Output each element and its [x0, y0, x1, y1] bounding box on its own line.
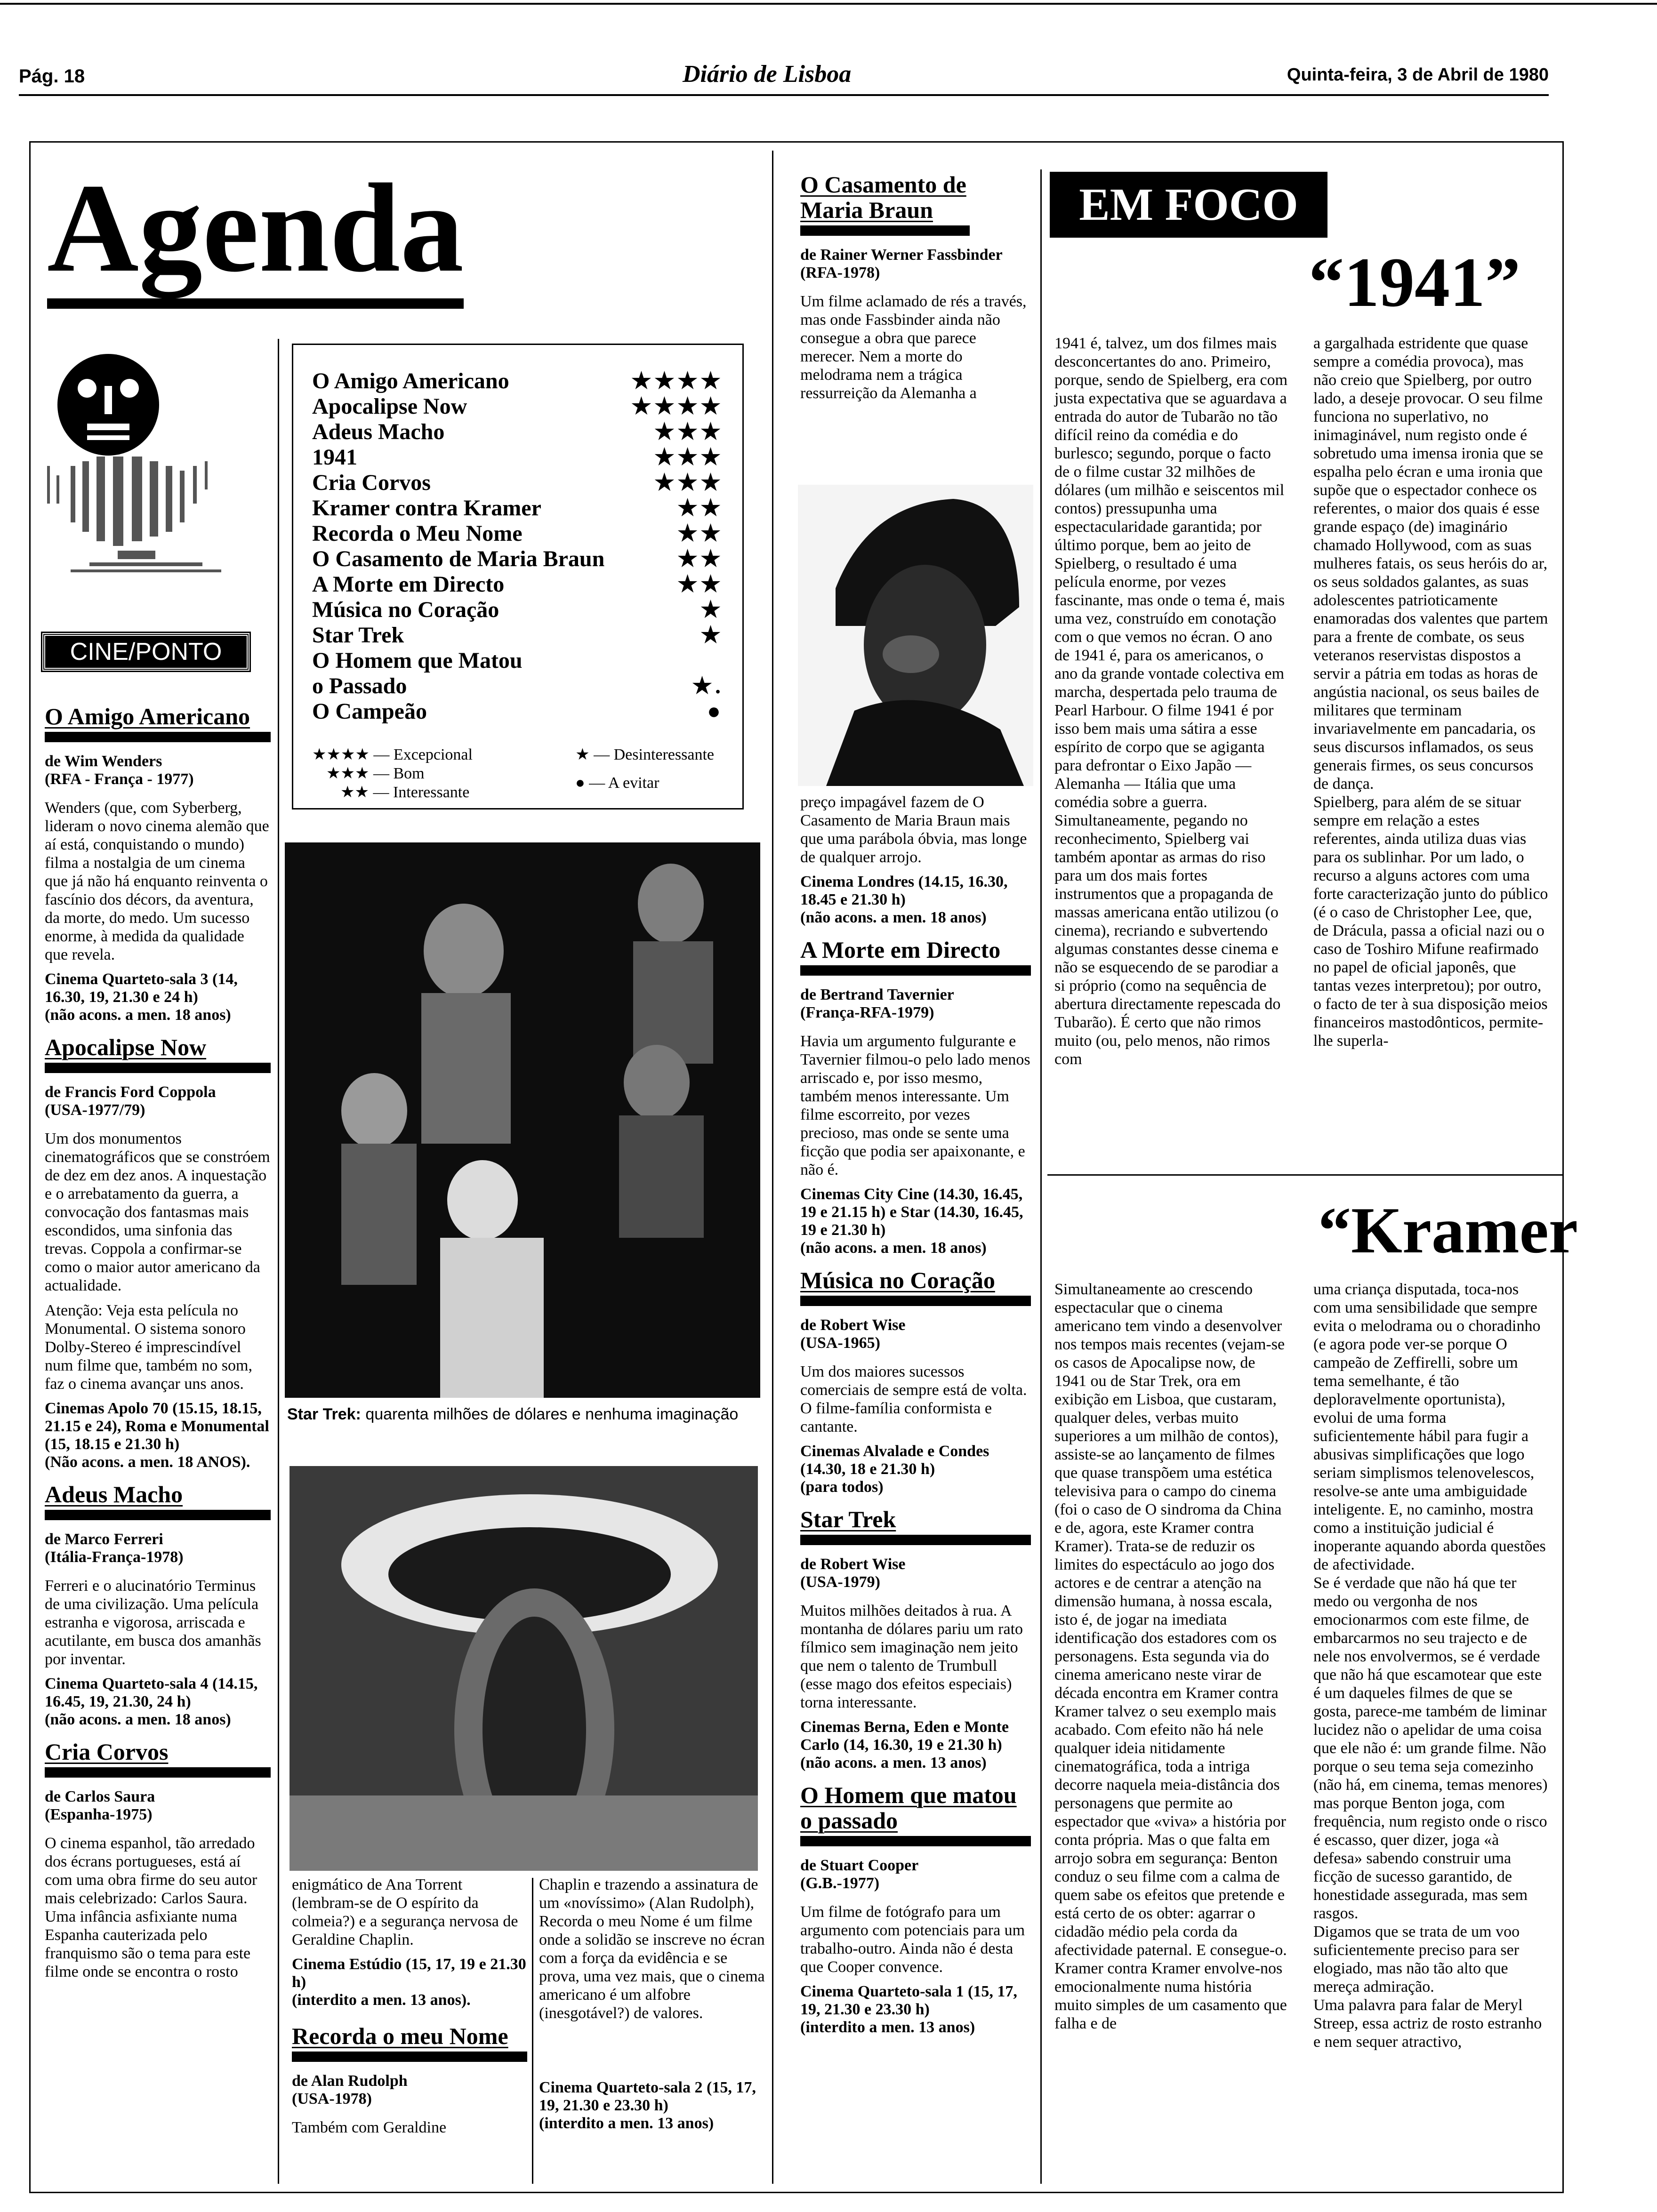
rating-row	[312, 521, 724, 546]
star-trek-photo	[285, 842, 760, 1398]
column-divider	[1040, 169, 1042, 2184]
section-title: Star Trek	[800, 1506, 896, 1532]
rating-title: Kramer contra Kramer	[312, 496, 541, 521]
column-3	[800, 172, 1031, 409]
abstract-still-image	[290, 1466, 758, 1871]
column-divider	[532, 1878, 533, 2184]
article-1941-col-b	[1313, 334, 1549, 1057]
article-text: uma criança disputada, toca-nos com uma sensibilidade que sempre evita o melodrama ou o choradinho (e agora pode ver-se porque O campeão de Zeffirelli, sobre um tema semelhante, é tão deploravelmente oportunista), evolui de uma forma suficientemente hábil para fugir a abusivas simplificações que logo seriam simplismos telenovelescos, resolve-se ante uma ambiguidade inteligente. E, no caminho, mostra como a instituição judicial é inoperante aquando aborda questões de afectividade. Se é verdade que não há que ter medo ou vergonha de nos emocionarmos com este filme, de embarcarmos no seu trajecto e de nele nos envolvermos, se é verdade que não há que escamotear que este é um daqueles filmes de que se gosta, parece-me também de liminar lucidez não o apelidar de uma coisa que ele não é: um grande filme. Não porque o seu tema seja comezinho (não há, em cinema, temas menores) mas porque Benton joga, com frequência, num registo onde o risco é escasso, quer dizer, joga «à defesa» sabendo construir uma ficção de sucesso garantido, de honestidade assegurada, mas sem rasgos. Digamos que se trata de um voo suficientemente preciso para ser elogiado, mas não tão alto que mereça admiração. Uma palavra para falar de Meryl Streep, essa actriz de rosto estranho e nem sequer atractivo,	[1313, 1281, 1548, 2051]
rating-row	[312, 496, 724, 521]
film-credit: de Wim Wenders (RFA - França - 1977)	[45, 753, 194, 788]
rating-row	[312, 648, 724, 673]
title-bar	[800, 965, 1031, 976]
rating-stars: ★	[700, 623, 724, 648]
review-text: Um filme de fotógrafo para um argumento com potenciais para um trabalho-outro. Ainda não é desta que Cooper convence.	[800, 1903, 1025, 1976]
ratings-legend	[312, 745, 724, 802]
headline-kramer: “Kramer	[1318, 1194, 1578, 1267]
title-bar	[45, 1510, 271, 1520]
article-kramer-col-b	[1313, 1280, 1549, 2058]
review-text: O cinema espanhol, tão arredado dos écrans portugueses, está aí com uma obra firme do seu autor mais celebrizado: Carlos Saura. Uma infância asfixiante numa Espanha cauterizada pelo franquismo são o tema para este filme onde se encontra o rosto	[45, 1835, 257, 1980]
rating-stars: ★★★	[654, 419, 724, 444]
review-text-cont: preço impagável fazem de O Casamento de Maria Braun mais que uma parábola óbvia, mas longe de qualquer arrojo.	[800, 793, 1027, 866]
column-divider	[278, 339, 279, 2184]
legend-right	[575, 745, 724, 802]
cinema-listing: Cinema Estúdio (15, 17, 19 e 21.30 h) (interdito a men. 13 anos).	[292, 1956, 526, 2009]
review-text: Um dos monumentos cinematográficos que se constróem de dez em dez anos. A inquestação e o arrebatamento da guerra, a convocação dos fantasmas mais escondidos, uma sinfonia das trevas. Coppola a confirmar-se como o maior autor americano da actualidade.	[45, 1130, 270, 1294]
review-note: Atenção: Veja esta película no Monumental. O sistema sonoro Dolby-Stereo é imprescindível num filme que, também no som, faz o cinema avançar uns anos.	[45, 1302, 252, 1393]
cinema-listing: Cinemas Apolo 70 (15.15, 18.15, 21.15 e 24), Roma e Monumental (15, 18.15 e 21.30 h) (Não acons. a men. 18 ANOS).	[45, 1400, 269, 1471]
page-label: Pág. 18	[19, 66, 85, 87]
rating-stars: ★★★	[654, 470, 724, 495]
cinema-listing: Cinema Quarteto-sala 2 (15, 17, 19, 21.30 e 23.30 h) (interdito a men. 13 anos)	[539, 2079, 756, 2132]
column-divider	[772, 151, 773, 2184]
title-bar	[45, 732, 271, 742]
rating-row	[312, 623, 724, 648]
star-trek-crew-image	[285, 842, 760, 1398]
film-credit: de Alan Rudolph (USA-1978)	[292, 2072, 408, 2108]
rating-stars: ★★	[677, 496, 724, 521]
rating-row	[312, 699, 724, 724]
review-text: Muitos milhões deitados à rua. A montanha de dólares pariu um rato fílmico sem imaginação nem jeito que nem o talento de Trumbull (esse mago dos efeitos especiais) torna interessante.	[800, 1602, 1023, 1711]
review-text: Um filme aclamado de rés a través, mas onde Fassbinder ainda não consegue a obra que parece merecer. Nem a morte do melodrama nem a trágica ressurreição da Alemanha a	[800, 293, 1027, 402]
rating-row	[312, 470, 724, 496]
title-bar	[800, 1836, 1031, 1846]
review-text-cont: enigmático de Ana Torrent (lembram-se de O espírito da colmeia?) e a segurança nervosa de Geraldine Chaplin.	[292, 1876, 518, 1948]
rating-title: O Casamento de Maria Braun	[312, 546, 605, 571]
section-title: Recorda o meu Nome	[292, 2023, 508, 2049]
column-3-b	[800, 793, 1031, 2047]
rating-stars: ★.	[692, 673, 724, 698]
caption-lead: Star Trek:	[287, 1405, 361, 1423]
rating-row	[312, 369, 724, 394]
issue-date: Quinta-feira, 3 de Abril de 1980	[1287, 65, 1549, 85]
column-1	[45, 704, 271, 1988]
review-text: Havia um argumento fulgurante e Tavernier filmou-o pelo lado menos arriscado e, por isso mesmo, também menos interessante. Um filme escorreito, por vezes precioso, mas onde se sente uma ficção que podia ser apaixonante, e não é.	[800, 1033, 1030, 1178]
rating-title: A Morte em Directo	[312, 572, 505, 597]
section-title: A Morte em Directo	[800, 937, 1001, 963]
title-bar	[292, 2052, 527, 2062]
star-trek-caption	[287, 1405, 758, 1424]
title-bar	[45, 1063, 271, 1073]
article-text: 1941 é, talvez, um dos filmes mais desconcertantes do ano. Primeiro, porque, sendo de Spielberg, era com justa expectativa que se aguardava a entrada do autor de Tubarão no tão difícil reino da comédia e do burlesco; segundo, porque o facto de o filme custar 32 milhões de dólares (um milhão e seiscentos mil contos) pressupunha uma espectacularidade garantida; por último porque, bem ao jeito de Spielberg, o resultado é uma película enorme, por vezes fascinante, mas onde o tema é, mais uma vez, construído em conotação com o que vemos no écran. O ano de 1941 é, para os americanos, o ano da grande vontade colectiva em marcha, despertada pelo trauma de Pearl Harbour. O filme 1941 é por isso bem mais uma sátira a esse espírito de corpo que se agiganta para defrontar o Eixo Japão — Alemanha — Itália que uma comédia sobre a guerra. Simultaneamente, pegando no reconhecimento, Spielberg vai também apontar as armas do riso para um dos mais fortes instrumentos que a propaganda de massas americana então utilizou (o cinema), recriando e subvertendo algumas constantes desse cinema e não se esquecendo de se parodiar a si próprio (como na sequência de abertura directamente repescada do Tubarão). É certo que não rimos muito (ou, pelo menos, não rimos com	[1054, 335, 1288, 1068]
cinema-listing: Cinema Quarteto-sala 1 (15, 17, 19, 21.30 e 23.30 h) (interdito a men. 13 anos)	[800, 1983, 1017, 2036]
maria-braun-photo	[798, 485, 1033, 786]
cine-ponto-logo	[42, 348, 264, 612]
section-title: Apocalipse Now	[45, 1034, 207, 1060]
agenda-title	[47, 160, 464, 297]
rating-row	[312, 597, 724, 623]
review-text: Um dos maiores sucessos comerciais de sempre está de volta. O filme-família conformista e cantante.	[800, 1363, 1027, 1435]
film-credit: de Robert Wise (USA-1965)	[800, 1316, 906, 1352]
review-text: Ferreri e o alucinatório Terminus de uma civilização. Uma película estranha e vigorosa, arriscada e acutilante, em busca dos amanhãs por inventar.	[45, 1577, 261, 1668]
rating-title: 1941	[312, 445, 357, 470]
em-foco-banner	[1050, 172, 1327, 238]
cinema-listing: Cinema Londres (14.15, 16.30, 18.45 e 21.30 h) (não acons. a men. 18 anos)	[800, 873, 1008, 926]
review-text: Também com Geraldine	[292, 2119, 447, 2136]
film-credit: de Marco Ferreri (Itália-França-1978)	[45, 1531, 184, 1566]
rating-title: Cria Corvos	[312, 470, 431, 495]
rating-stars: ★	[700, 597, 724, 622]
rating-stars: ★★	[677, 546, 724, 571]
article-1941-col-a	[1054, 334, 1290, 1075]
section-title: O Homem que matou o passado	[800, 1782, 1017, 1834]
headline-1941: “1941”	[1309, 243, 1520, 321]
rating-title: O Amigo Americano	[312, 369, 509, 393]
film-credit: de Francis Ford Coppola (USA-1977/79)	[45, 1083, 216, 1119]
legend-item: ★★★ — Bom	[326, 765, 425, 782]
rating-stars: ●	[707, 699, 724, 724]
cine-ponto-badge	[42, 633, 249, 671]
section-title: O Casamento de Maria Braun	[800, 171, 966, 223]
rating-title: Música no Coração	[312, 597, 499, 622]
cinema-listing: Cinemas Berna, Eden e Monte Carlo (14, 16.30, 19 e 21.30 h) (não acons. a men. 13 anos)	[800, 1718, 1009, 1771]
film-credit: de Stuart Cooper (G.B.-1977)	[800, 1857, 919, 1892]
cinema-listing: Cinema Quarteto-sala 4 (14.15, 16.45, 19, 21.30, 24 h) (não acons. a men. 18 anos)	[45, 1675, 258, 1728]
rating-title: Adeus Macho	[312, 419, 445, 444]
rating-title: O Homem que Matou	[312, 648, 523, 673]
rating-row	[312, 673, 724, 699]
article-kramer-col-a	[1054, 1280, 1290, 2039]
rating-row	[312, 394, 724, 419]
cine-ponto-badge-text: CINE/PONTO	[70, 638, 222, 665]
title-bar	[45, 1767, 271, 1778]
header-rule	[19, 94, 1549, 96]
cinema-listing: Cinemas City Cine (14.30, 16.45, 19 e 21.15 h) e Star (14.30, 16.45, 19 e 21.30 h) (não acons. a men. 18 anos)	[800, 1186, 1023, 1257]
rating-stars: ★★★	[654, 445, 724, 470]
caption-text: quarenta milhões de dólares e nenhuma imaginação	[365, 1405, 739, 1423]
rating-stars: ★★	[677, 521, 724, 546]
legend-item: ● — A evitar	[575, 774, 660, 792]
cinema-listing: Cinemas Alvalade e Condes (14.30, 18 e 21.30 h) (para todos)	[800, 1443, 989, 1496]
rating-title: Recorda o Meu Nome	[312, 521, 523, 546]
em-foco-banner-text: EM FOCO	[1079, 179, 1298, 230]
section-title: Música no Coração	[800, 1267, 995, 1293]
agenda-title-text: Agenda	[47, 158, 464, 309]
rating-stars: ★★★★	[631, 394, 724, 419]
film-credit: de Rainer Werner Fassbinder (RFA-1978)	[800, 246, 1003, 281]
legend-item: ★★★★ — Excepcional	[312, 746, 473, 763]
film-credit: de Bertrand Tavernier (França-RFA-1979)	[800, 986, 954, 1021]
section-title: Adeus Macho	[45, 1481, 183, 1507]
review-text: Wenders (que, com Syberberg, lideram o novo cinema alemão que aí está, conquistando o mundo) filma a nostalgia de um cinema que já não há enquanto reinventa o fascínio dos décors, da aventura, da morte, do medo. Um sucesso enorme, à medida da qualidade que revela.	[45, 799, 269, 963]
legend-left	[312, 745, 473, 802]
title-bar	[800, 1535, 1031, 1545]
legend-item: ★★ — Interessante	[340, 784, 470, 801]
film-credit: de Carlos Saura (Espanha-1975)	[45, 1788, 155, 1823]
rating-title: o Passado	[312, 673, 407, 698]
rating-row	[312, 419, 724, 445]
film-still-photo	[290, 1466, 758, 1871]
legend-item: ★ — Desinteressante	[575, 746, 714, 763]
rating-stars: ★★★★	[631, 369, 724, 393]
section-title: O Amigo Americano	[45, 703, 250, 729]
title-bar	[800, 225, 970, 236]
maria-braun-portrait-image	[798, 485, 1033, 786]
column-mid-a	[292, 1875, 527, 2143]
ratings-list	[312, 369, 724, 724]
cinema-listing: Cinema Quarteto-sala 3 (14, 16.30, 19, 21.30 e 24 h) (não acons. a men. 18 anos)	[45, 970, 238, 1024]
column-mid-b	[539, 1875, 765, 2143]
rating-stars: ★★	[677, 572, 724, 597]
rating-title: Apocalipse Now	[312, 394, 467, 419]
rating-row	[312, 572, 724, 597]
rating-row	[312, 546, 724, 572]
section-rule	[1047, 1174, 1563, 1176]
rating-title: O Campeão	[312, 699, 427, 724]
article-text: a gargalhada estridente que quase sempre a comédia provoca), mas não creio que Spielberg, por outro lado, a deseje provocar. O seu filme funciona no superlativo, no inimaginável, num registo onde é sobretudo uma imensa ironia que se espalha pelo écran e uma ironia que supõe que o espectador conhece os referentes, o maior dos quais é esse grande espaço (de) imaginário chamado Hollywood, com as suas mulheres fatais, os seus heróis do ar, os seus soldados galantes, as suas adolescentes patrioticamente enamoradas dos valentes que partem para a frente de combate, os seus veteranos reservistas dispostos a servir a pátria em todas as horas de angústia nacional, os seus bailes de militares que terminam invariavelmente em pancadaria, os seus discursos inflamados, os seus generais firmes, os seus concursos de dança. Spielberg, para além de se situar sempre em relação a estes referentes, ainda utiliza duas vias para os sublinhar. Por um lado, o recurso a alguns actores com uma forte caracterização junto do público (é o caso de Christopher Lee, que, de Drácula, passa a oficial nazi ou o caso de Toshiro Mifune reafirmado no papel de oficial japonês, que tantas vezes interpretou); por outro, o facto de ter à sua disposição meios financeiros mastodônticos, permite-lhe superla-	[1313, 335, 1548, 1050]
face-logo-icon	[42, 348, 264, 612]
top-border	[0, 3, 1657, 5]
rating-row	[312, 445, 724, 470]
review-text-cont: Chaplin e trazendo a assinatura de um «novíssimo» (Alan Rudolph), Recorda o meu Nome é um filme onde a solidão se inscreve no écran com a força da evidência e se prova, uma vez mais, que o cinema americano é um alfobre (inesgotável?) de valores.	[539, 1876, 765, 2022]
section-title: Cria Corvos	[45, 1739, 169, 1765]
rating-title: Star Trek	[312, 623, 404, 648]
article-text: Simultaneamente ao crescendo espectacular que o cinema americano tem vindo a desenvolver nos tempos mais recentes (vejam-se os casos de Apocalipse now, de 1941 ou de Star Trek, ora em exibição em Lisboa, que custaram, qualquer deles, verbas muito superiores a um milhão de contos), assiste-se ao lançamento de filmes que quase transpõem uma estética televisiva para o campo do cinema (foi o caso de O sindroma da China e de, agora, este Kramer contra Kramer). Trata-se de reduzir os limites do espectáculo ao jogo dos actores e de centrar a atenção na dimensão humana, à nossa escala, isto é, de jogar na imediata identificação dos estadores com os personagens. Esta segunda via do cinema americano neste virar de década encontra em Kramer contra Kramer talvez o seu exemplo mais acabado. Com efeito não há nele qualquer ideia nitidamente cinematográfica, toda a intriga decorre naquela meia-distância dos personagens que permite ao espectador que «viva» a história por conta própria. Mas o que falta em arrojo sobra em segurança: Benton conduz o seu filme com a calma de quem sabe os efeitos que pretende e está certo de os obter: agarrar o cidadão médio pela corda da afectividade paternal. E consegue-o. Kramer contra Kramer envolve-nos emocionalmente numa história muito simples de um casamento que falha e de	[1054, 1281, 1287, 2032]
title-bar	[800, 1296, 1031, 1306]
masthead: Diário de Lisboa	[683, 61, 852, 88]
ratings-box	[292, 344, 744, 809]
film-credit: de Robert Wise (USA-1979)	[800, 1555, 906, 1591]
